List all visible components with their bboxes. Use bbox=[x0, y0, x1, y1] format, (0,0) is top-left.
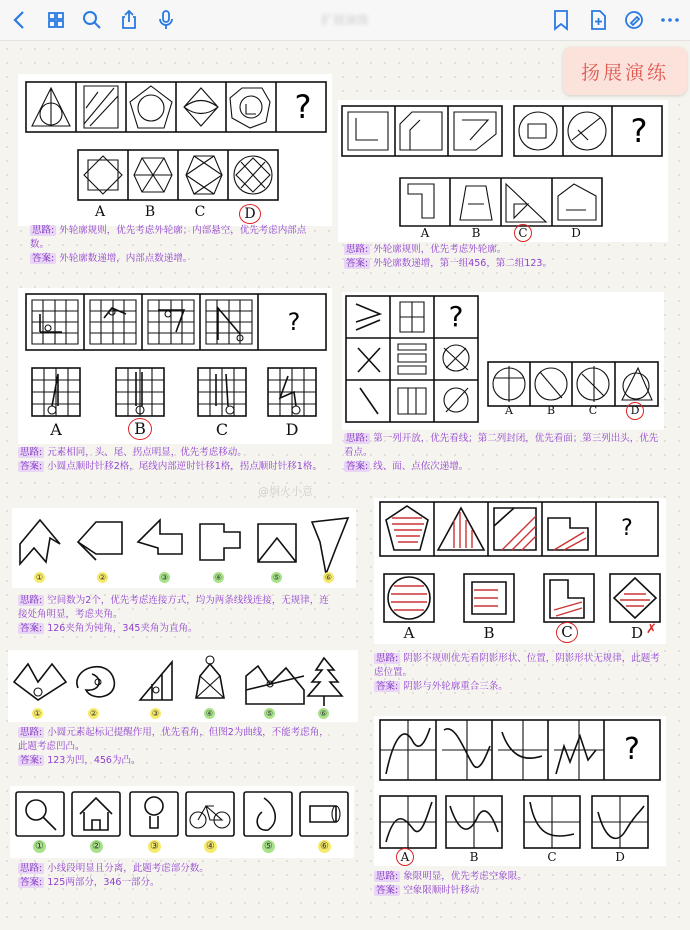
problem-2-figure bbox=[338, 100, 668, 242]
question-mark: ? bbox=[630, 112, 648, 150]
p8-reasoning: 象限明显，优先考虑空象限。 bbox=[403, 871, 527, 882]
share-icon[interactable] bbox=[117, 8, 141, 32]
problem-1-notes: 思路: 外轮廓规则，优先考虑外轮廓；内部悬空，优先考虑内部点数。 答案: 外轮廓数递增，内部点数递增。 bbox=[30, 225, 307, 264]
problem-6-figure bbox=[374, 498, 666, 644]
problem-5-notes: 思路: 空间数为2个，优先考虑连接方式，均为两条线线连接，无规律，连接处角明显，考虑夹角。 答案: 126夹角为钝角，345夹角为直角。 bbox=[18, 595, 329, 634]
problem-5-figure bbox=[12, 508, 356, 588]
p1-reasoning: 外轮廓规则，优先考虑外轮廓；内部悬空，优先考虑内部点数。 bbox=[30, 225, 307, 250]
p5-answer: 126夹角为钝角，345夹角为直角。 bbox=[47, 623, 198, 634]
pen-icon[interactable] bbox=[622, 8, 646, 32]
option-a-label: A bbox=[403, 624, 415, 642]
question-mark: ? bbox=[624, 732, 640, 767]
question-mark: ? bbox=[294, 88, 312, 126]
problem-7-figure bbox=[8, 650, 358, 722]
problem-8-figure bbox=[374, 716, 666, 866]
option-b-label: B bbox=[144, 204, 156, 220]
number-6-badge: ⑥ bbox=[324, 573, 333, 582]
answer-circle: A bbox=[396, 848, 414, 866]
number-5-badge: ⑤ bbox=[272, 573, 281, 582]
p6-reasoning: 阴影不规则优先看阴影形状、位置，阴影形状无规律，此题考虑位置。 bbox=[374, 653, 660, 678]
question-mark: ? bbox=[621, 516, 633, 541]
option-d-label: D bbox=[571, 226, 581, 240]
option-a-label: A bbox=[50, 420, 62, 439]
number-2-badge: ② bbox=[89, 709, 98, 718]
problem-8-notes: 思路: 象限明显，优先考虑空象限。 答案: 空象限顺时针移动 bbox=[376, 871, 527, 896]
number-3-badge: ③ bbox=[160, 573, 169, 582]
option-b-label: B bbox=[469, 850, 479, 864]
problem-3-figure bbox=[18, 288, 332, 444]
problem-4-figure bbox=[342, 292, 664, 430]
option-c-label: C bbox=[215, 420, 229, 439]
p5-reasoning: 空间数为2个，优先考虑连接方式，均为两条线线连接，无规律，连接处角明显，考虑夹角。 bbox=[18, 595, 329, 620]
document-title: 扩展演练 bbox=[320, 13, 369, 27]
number-4-badge: ④ bbox=[205, 709, 214, 718]
problem-4-notes: 思路: 第一列开放，优先看线；第二列封闭，优先看面；第三列出头，优先看点。 答案: 线、面、点依次递增。 bbox=[344, 433, 659, 472]
wrong-mark-icon: ✗ bbox=[646, 622, 657, 637]
answer-circle: B bbox=[128, 418, 152, 440]
p9-answer: 125两部分，346一部分。 bbox=[47, 877, 160, 888]
problem-9-notes: 思路: 小线段明显且分离，此题考虑部分数。 答案: 125两部分，346一部分。 bbox=[20, 863, 209, 888]
problem-7-notes: 思路: 小圆元素起标记提醒作用，优先看角，但图2为曲线，不能考虑角，此题考虑凹凸。 答案: 123为凹，456为凸。 bbox=[18, 727, 329, 766]
question-mark: ? bbox=[287, 308, 301, 336]
option-c-label: C bbox=[547, 850, 557, 864]
add-page-icon[interactable] bbox=[586, 8, 610, 32]
problem-9-figure bbox=[10, 786, 354, 858]
option-a-label: A bbox=[420, 226, 430, 240]
number-1-badge: ① bbox=[33, 709, 42, 718]
more-icon[interactable] bbox=[658, 8, 682, 32]
number-1-badge: ① bbox=[35, 573, 44, 582]
option-b-label: B bbox=[471, 226, 481, 240]
p8-answer: 空象限顺时针移动 bbox=[403, 885, 480, 896]
answer-circle: C bbox=[514, 224, 532, 242]
p4-answer: 线、面、点依次递增。 bbox=[373, 461, 469, 472]
p1-answer: 外轮廓数递增，内部点数递增。 bbox=[59, 253, 193, 264]
number-2-badge: ② bbox=[90, 840, 103, 853]
option-b-label: B bbox=[546, 404, 556, 417]
p2-answer: 外轮廓数递增，第一组456，第二组123。 bbox=[373, 258, 552, 269]
problem-6-notes: 思路: 阴影不规则优先看阴影形状、位置，阴影形状无规律，此题考虑位置。 答案: 阴影与外轮廓重合三条。 bbox=[374, 653, 660, 692]
option-a-label: A bbox=[505, 404, 513, 417]
watermark: @炯火小意 bbox=[258, 485, 313, 498]
number-4-badge: ④ bbox=[204, 840, 217, 853]
option-d-label: D bbox=[615, 850, 625, 864]
question-mark: ? bbox=[448, 300, 464, 333]
search-icon[interactable] bbox=[80, 8, 104, 32]
p2-reasoning: 外轮廓规则，优先考虑外轮廓。 bbox=[373, 244, 507, 255]
p3-reasoning: 元素相同，头、尾、拐点明显，优先考虑移动。 bbox=[47, 447, 247, 458]
number-2-badge: ② bbox=[98, 573, 107, 582]
number-4-badge: ④ bbox=[214, 573, 223, 582]
option-a-label: A bbox=[94, 204, 106, 220]
number-6-badge: ⑥ bbox=[319, 709, 328, 718]
answer-circle: C bbox=[556, 622, 578, 643]
toolbar bbox=[0, 0, 690, 41]
number-6-badge: ⑥ bbox=[318, 840, 331, 853]
number-1-badge: ① bbox=[33, 840, 46, 853]
bookmark-icon[interactable] bbox=[549, 8, 573, 32]
option-d-label: D bbox=[630, 624, 644, 642]
p9-reasoning: 小线段明显且分离，此题考虑部分数。 bbox=[47, 863, 209, 874]
answer-circle: D bbox=[626, 402, 644, 420]
mic-icon[interactable] bbox=[154, 8, 178, 32]
problem-1-figure bbox=[18, 74, 332, 226]
p6-answer: 阴影与外轮廓重合三条。 bbox=[403, 681, 508, 692]
option-c-label: C bbox=[588, 404, 598, 417]
answer-circle: D bbox=[239, 204, 261, 224]
p7-answer: 123为凹，456为凸。 bbox=[47, 755, 141, 766]
p7-reasoning: 小圆元素起标记提醒作用，优先看角，但图2为曲线，不能考虑角，此题考虑凹凸。 bbox=[18, 727, 329, 752]
number-5-badge: ⑤ bbox=[265, 709, 274, 718]
number-3-badge: ③ bbox=[148, 840, 161, 853]
number-5-badge: ⑤ bbox=[262, 840, 275, 853]
p3-answer: 小圆点顺时针移2格，尾线内部逆时针移1格，拐点顺时针移1格。 bbox=[47, 461, 322, 472]
problem-3-notes: 思路: 元素相同，头、尾、拐点明显，优先考虑移动。 答案: 小圆点顺时针移2格，尾线内部逆时针移1格，拐点顺时针移1格。 bbox=[20, 447, 322, 472]
p4-reasoning: 第一列开放，优先看线；第二列封闭，优先看面；第三列出头，优先看点。 bbox=[344, 433, 659, 458]
problem-2-notes: 思路: 外轮廓规则，优先考虑外轮廓。 答案: 外轮廓数递增，第一组456，第二组123。 bbox=[346, 244, 552, 269]
option-c-label: C bbox=[194, 204, 206, 220]
chevron-left-icon[interactable] bbox=[8, 8, 32, 32]
grid-icon[interactable] bbox=[44, 8, 68, 32]
option-b-label: B bbox=[483, 624, 495, 642]
sticky-note-title: 扬展演练 bbox=[563, 47, 687, 95]
option-d-label: D bbox=[285, 420, 299, 439]
number-3-badge: ③ bbox=[151, 709, 160, 718]
